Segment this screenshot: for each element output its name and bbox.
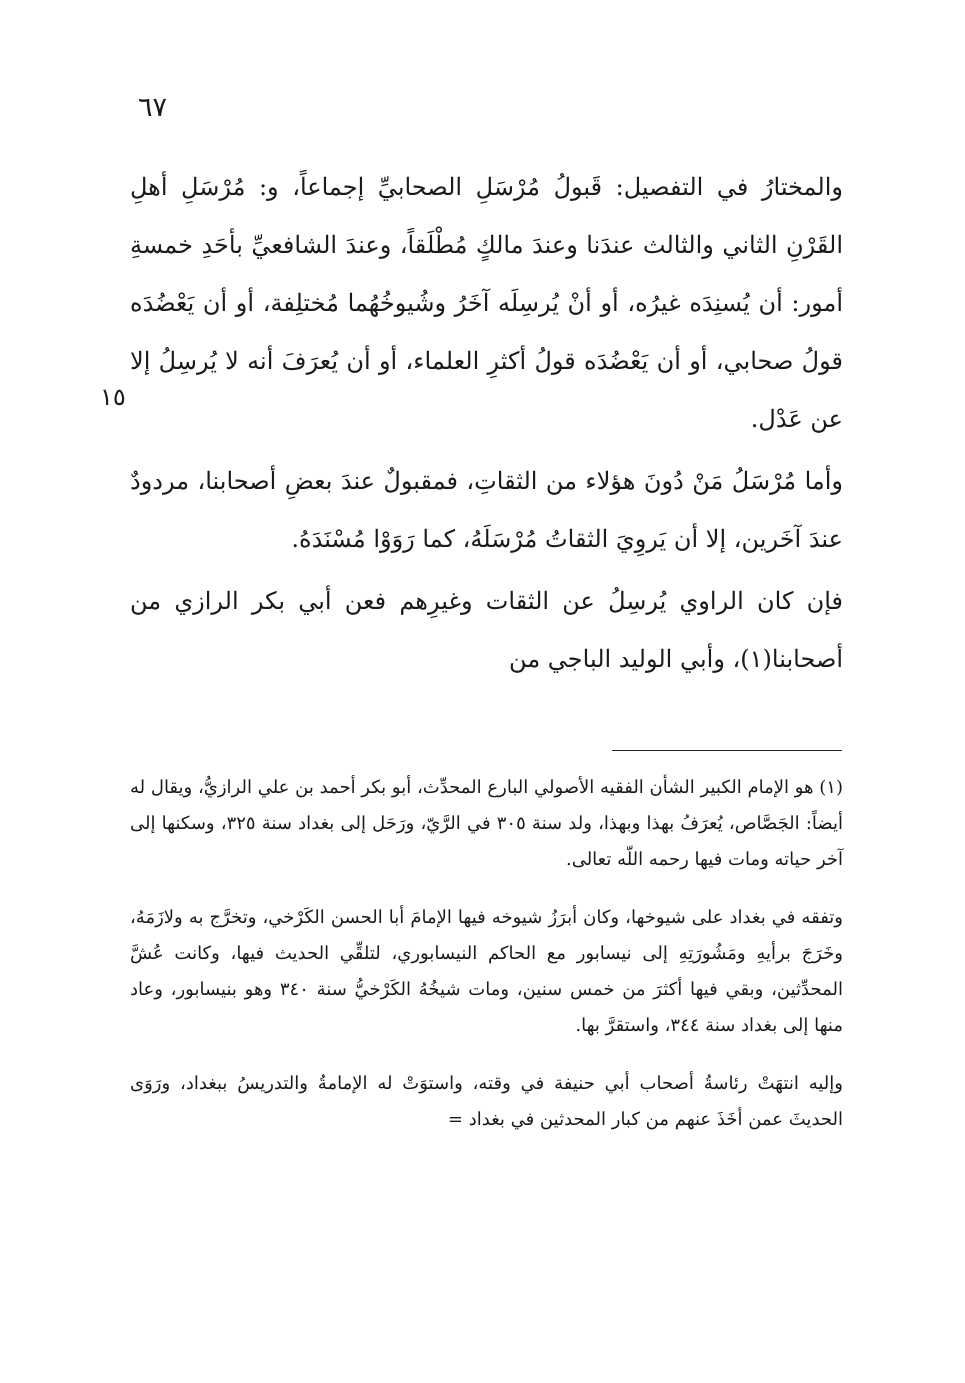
footnote-continuation-2: وإليه انتهَتْ رئاسةُ أصحاب أبي حنيفة في وقته، واستوَتْ له الإمامةُ والتدريسُ ببغداد، ورَوَى الحديثَ عمن أخَذَ عنهم من كبار المحدثين في بغداد =	[130, 1073, 843, 1130]
paragraph-3: فإن كان الراوي يُرسِلُ عن الثقات وغيرِهم فعن أبي بكر الرازي من أصحابنا(١)، وأبي الوليد الباجي من	[130, 587, 843, 673]
footnote-separator	[612, 750, 842, 751]
footnote-continuation-1: وتفقه في بغداد على شيوخها، وكان أبرَزُ شيوخه فيها الإمامَ أبا الحسن الكَرْخي، وتخرَّج به ولازَمَهُ، وخَرَجَ برأيهِ ومَشُورَتِهِ إلى نيسابور مع الحاكم النيسابوري، لتلقِّي الحديث فيها، وكانت عُشَّ المحدِّثين، وبقي فيها أكثرَ من خمس سنين، ومات شيخُهُ الكَرْخيُّ سنة ٣٤٠ وهو بنيسابور، وعاد منها إلى بغداد سنة ٣٤٤، واستقرَّ بها.	[130, 907, 843, 1036]
footnote-1: (١) هو الإمام الكبير الشأن الفقيه الأصولي البارع المحدِّث، أبو بكر أحمد بن علي الرازيُّ، ويقال له أيضاً: الجَصَّاص، يُعرَفُ بهذا وبهذا، ولد سنة ٣٠٥ في الرَّيّ، ورَحَل إلى بغداد سنة ٣٢٥، وسكنها إلى آخر حياته ومات فيها رحمه اللّه تعالى.	[130, 777, 844, 870]
paragraph-1: والمختارُ في التفصيل: قَبولُ مُرْسَلِ الصحابيِّ إجماعاً، و: مُرْسَلِ أهلِ القَرْنِ الثاني والثالث عندَنا وعندَ مالكٍ مُطْلَقاً، وعندَ الشافعيِّ بأحَدِ خمسةِ أمور: أن يُسنِدَه غيرُه، أو أنْ يُرسِلَه آخَرُ وشُيوخُهُما مُختلِفة، أو أن يَعْضُدَه قولُ صحابي، أو أن يَعْضُدَه قولُ أكثرِ العلماء، أو أن يُعرَفَ أنه لا يُرسِلُ إلا عن عَدْل.	[130, 173, 843, 433]
main-text	[130, 158, 843, 688]
footnotes	[130, 770, 843, 1138]
paragraph-2: وأما مُرْسَلُ مَنْ دُونَ هؤلاء من الثقاتِ، فمقبولٌ عندَ بعضِ أصحابنا، مردودٌ عندَ آخَرين، إلا أن يَروِيَ الثقاتُ مُرْسَلَهُ، كما رَوَوْا مُسْنَدَهُ.	[130, 467, 843, 553]
page-number: ٦٧	[138, 92, 168, 123]
line-number-marker: ١٥	[100, 383, 126, 411]
